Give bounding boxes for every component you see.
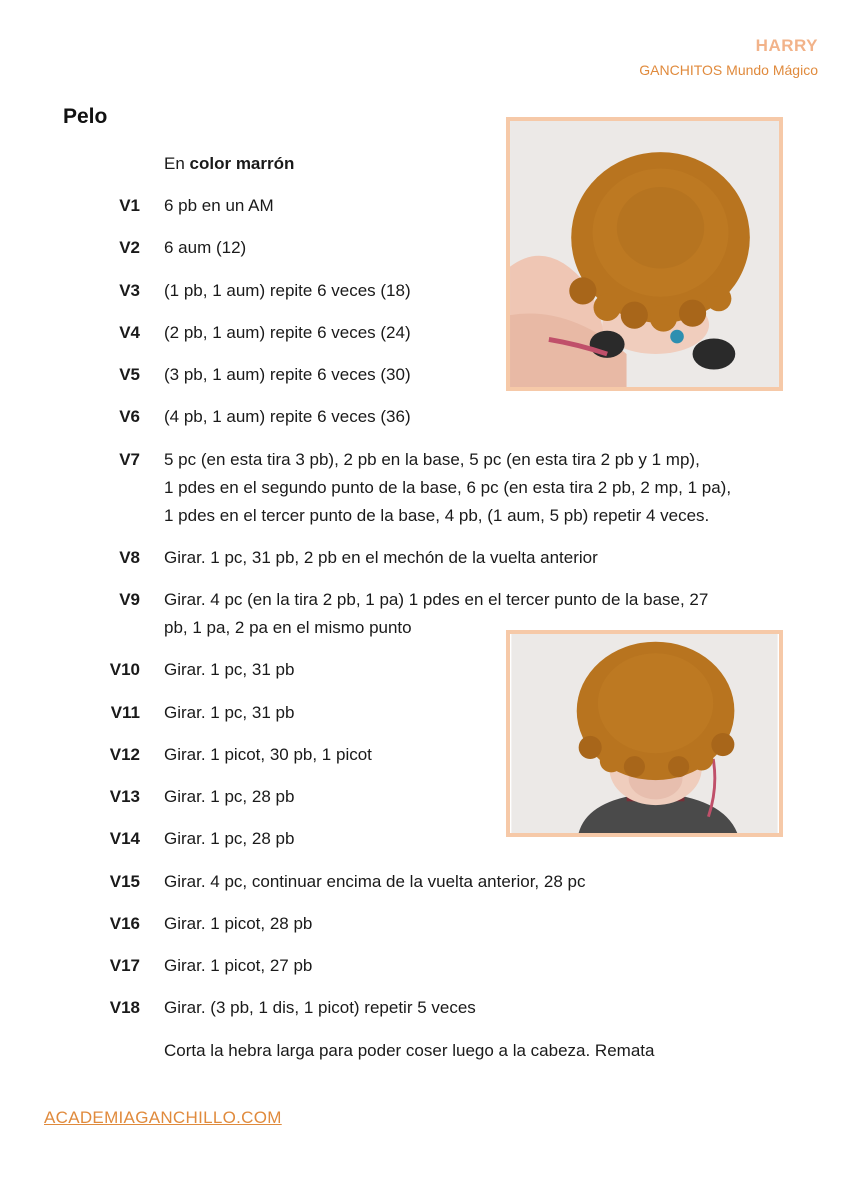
round-text-line: pb, 1 pa, 2 pa en el mismo punto bbox=[164, 618, 412, 637]
round-text: Girar. 1 pc, 28 pb bbox=[164, 787, 295, 806]
round-text: Girar. 4 pc, continuar encima de la vuelta anterior, 28 pc bbox=[164, 872, 586, 891]
round-text: Girar. 1 picot, 27 pb bbox=[164, 956, 313, 975]
round-text-line: Girar. 4 pc (en la tira 2 pb, 1 pa) 1 pdes en el tercer punto de la base, 27 bbox=[164, 590, 709, 609]
footer-link[interactable]: ACADEMIAGANCHILLO.COM bbox=[44, 1108, 282, 1127]
round-label: V4 bbox=[119, 323, 140, 342]
round-label: V1 bbox=[119, 196, 140, 215]
round-text: Girar. (3 pb, 1 dis, 1 picot) repetir 5 veces bbox=[164, 998, 476, 1017]
doll-back-photo bbox=[506, 630, 783, 837]
round-label: V8 bbox=[119, 548, 140, 567]
intro-color: color marrón bbox=[189, 154, 295, 173]
round-text: Girar. 1 pc, 31 pb bbox=[164, 660, 295, 679]
intro-prefix: En bbox=[164, 154, 190, 173]
closing-text: Corta la hebra larga para poder coser luego a la cabeza. Remata bbox=[164, 1041, 655, 1060]
round-label: V12 bbox=[109, 745, 140, 764]
round-label: V15 bbox=[109, 872, 140, 891]
round-text: Girar. 1 picot, 30 pb, 1 picot bbox=[164, 745, 372, 764]
round-text: (2 pb, 1 aum) repite 6 veces (24) bbox=[164, 323, 411, 342]
round-label: V14 bbox=[109, 829, 140, 848]
round-label: V9 bbox=[119, 590, 140, 609]
header-title: HARRY bbox=[755, 36, 818, 55]
round-text: (3 pb, 1 aum) repite 6 veces (30) bbox=[164, 365, 411, 384]
round-label: V16 bbox=[109, 914, 140, 933]
doll-back-illustration bbox=[510, 634, 779, 833]
round-text: Girar. 1 pc, 31 pb, 2 pb en el mechón de la vuelta anterior bbox=[164, 548, 598, 567]
round-text-line: 1 pdes en el tercer punto de la base, 4 pb, (1 aum, 5 pb) repetir 4 veces. bbox=[164, 506, 710, 525]
round-label: V13 bbox=[109, 787, 140, 806]
round-text: (4 pb, 1 aum) repite 6 veces (36) bbox=[164, 407, 411, 426]
round-label: V6 bbox=[119, 407, 140, 426]
round-text: Girar. 1 pc, 28 pb bbox=[164, 829, 295, 848]
round-label: V7 bbox=[119, 450, 140, 469]
round-label: V5 bbox=[119, 365, 140, 384]
round-text: Girar. 1 picot, 28 pb bbox=[164, 914, 313, 933]
round-label: V18 bbox=[109, 998, 140, 1017]
round-label: V2 bbox=[119, 238, 140, 257]
round-text-line: 1 pdes en el segundo punto de la base, 6 pc (en esta tira 2 pb, 2 mp, 1 pa), bbox=[164, 478, 732, 497]
round-label: V3 bbox=[119, 281, 140, 300]
round-label: V11 bbox=[110, 703, 140, 722]
round-label: V17 bbox=[109, 956, 140, 975]
round-label: V10 bbox=[109, 660, 140, 679]
round-text: Girar. 1 pc, 31 pb bbox=[164, 703, 295, 722]
intro-line bbox=[164, 150, 294, 178]
hair-top-photo bbox=[506, 117, 783, 391]
header-subtitle: GANCHITOS Mundo Mágico bbox=[639, 62, 818, 78]
round-text: 6 aum (12) bbox=[164, 238, 247, 257]
round-text: (1 pb, 1 aum) repite 6 veces (18) bbox=[164, 281, 411, 300]
section-title: Pelo bbox=[63, 105, 108, 128]
round-text: 6 pb en un AM bbox=[164, 196, 274, 215]
hair-top-illustration bbox=[510, 121, 779, 387]
round-text bbox=[164, 446, 786, 530]
round-text-line: 5 pc (en esta tira 3 pb), 2 pb en la base, 5 pc (en esta tira 2 pb y 1 mp), bbox=[164, 450, 700, 469]
